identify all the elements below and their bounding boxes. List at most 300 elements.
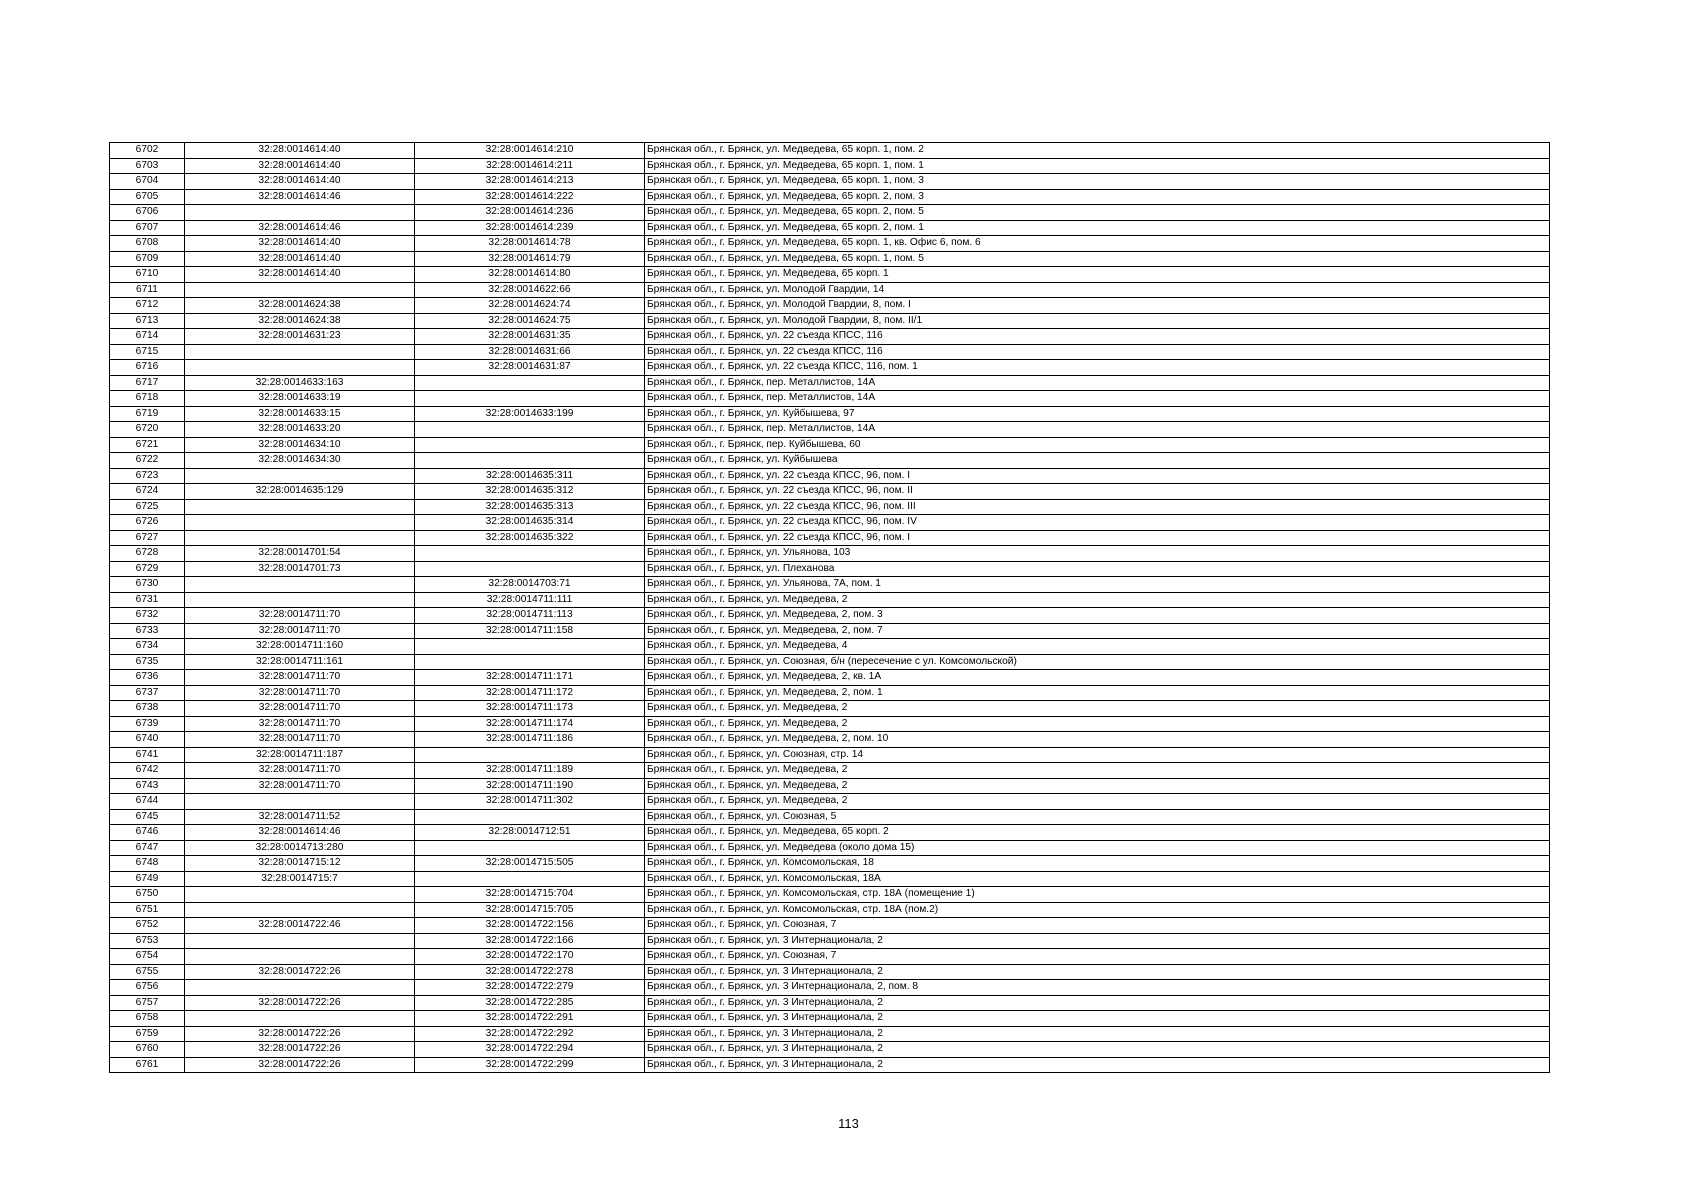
row-number-cell: 6707 — [110, 220, 185, 236]
address-cell: Брянская обл., г. Брянск, ул. Медведева, 2, пом. 3 — [645, 608, 1550, 624]
table-row — [110, 840, 1550, 856]
row-number-cell: 6735 — [110, 654, 185, 670]
object-cadastral-number-cell: 32:28:0014711:174 — [415, 716, 645, 732]
row-number-cell: 6758 — [110, 1011, 185, 1027]
parent-cadastral-number-cell: 32:28:0014711:161 — [185, 654, 415, 670]
parent-cadastral-number-cell: 32:28:0014635:129 — [185, 484, 415, 500]
table-row — [110, 546, 1550, 562]
parent-cadastral-number-cell — [185, 577, 415, 593]
parent-cadastral-number-cell — [185, 282, 415, 298]
parent-cadastral-number-cell: 32:28:0014711:187 — [185, 747, 415, 763]
table-row — [110, 422, 1550, 438]
row-number-cell: 6710 — [110, 267, 185, 283]
parent-cadastral-number-cell: 32:28:0014614:40 — [185, 174, 415, 190]
row-number-cell: 6751 — [110, 902, 185, 918]
table-row — [110, 980, 1550, 996]
row-number-cell: 6705 — [110, 189, 185, 205]
parent-cadastral-number-cell — [185, 205, 415, 221]
table-row — [110, 825, 1550, 841]
address-cell: Брянская обл., г. Брянск, ул. 22 съезда КПСС, 116 — [645, 329, 1550, 345]
parent-cadastral-number-cell: 32:28:0014722:26 — [185, 1026, 415, 1042]
object-cadastral-number-cell: 32:28:0014635:311 — [415, 468, 645, 484]
row-number-cell: 6757 — [110, 995, 185, 1011]
address-cell: Брянская обл., г. Брянск, ул. Куйбышева, 97 — [645, 406, 1550, 422]
object-cadastral-number-cell — [415, 391, 645, 407]
table-row — [110, 344, 1550, 360]
table-row — [110, 732, 1550, 748]
address-cell: Брянская обл., г. Брянск, ул. Медведева, 65 корп. 2 — [645, 825, 1550, 841]
table-row — [110, 267, 1550, 283]
parent-cadastral-number-cell: 32:28:0014711:70 — [185, 763, 415, 779]
row-number-cell: 6745 — [110, 809, 185, 825]
address-cell: Брянская обл., г. Брянск, ул. Медведева, 65 корп. 1 — [645, 267, 1550, 283]
parent-cadastral-number-cell — [185, 468, 415, 484]
row-number-cell: 6736 — [110, 670, 185, 686]
object-cadastral-number-cell: 32:28:0014715:704 — [415, 887, 645, 903]
row-number-cell: 6725 — [110, 499, 185, 515]
table-row — [110, 236, 1550, 252]
row-number-cell: 6703 — [110, 158, 185, 174]
parent-cadastral-number-cell: 32:28:0014634:30 — [185, 453, 415, 469]
parent-cadastral-number-cell: 32:28:0014614:40 — [185, 236, 415, 252]
object-cadastral-number-cell: 32:28:0014722:279 — [415, 980, 645, 996]
table-row — [110, 623, 1550, 639]
object-cadastral-number-cell: 32:28:0014631:35 — [415, 329, 645, 345]
table-row — [110, 964, 1550, 980]
object-cadastral-number-cell: 32:28:0014614:239 — [415, 220, 645, 236]
address-cell: Брянская обл., г. Брянск, ул. Медведева, 2 — [645, 763, 1550, 779]
parent-cadastral-number-cell: 32:28:0014634:10 — [185, 437, 415, 453]
address-cell: Брянская обл., г. Брянск, ул. Медведева, 2 — [645, 778, 1550, 794]
object-cadastral-number-cell: 32:28:0014624:74 — [415, 298, 645, 314]
row-number-cell: 6730 — [110, 577, 185, 593]
address-cell: Брянская обл., г. Брянск, ул. Медведева, 2, кв. 1А — [645, 670, 1550, 686]
row-number-cell: 6712 — [110, 298, 185, 314]
object-cadastral-number-cell — [415, 871, 645, 887]
address-cell: Брянская обл., г. Брянск, ул. 3 Интернационала, 2 — [645, 964, 1550, 980]
table-row — [110, 856, 1550, 872]
address-cell: Брянская обл., г. Брянск, ул. Медведева, 65 корп. 2, пом. 5 — [645, 205, 1550, 221]
parent-cadastral-number-cell: 32:28:0014713:280 — [185, 840, 415, 856]
address-cell: Брянская обл., г. Брянск, ул. Медведева, 2, пом. 7 — [645, 623, 1550, 639]
parent-cadastral-number-cell: 32:28:0014614:46 — [185, 189, 415, 205]
parent-cadastral-number-cell: 32:28:0014624:38 — [185, 313, 415, 329]
object-cadastral-number-cell: 32:28:0014631:66 — [415, 344, 645, 360]
parent-cadastral-number-cell: 32:28:0014711:70 — [185, 716, 415, 732]
row-number-cell: 6726 — [110, 515, 185, 531]
parent-cadastral-number-cell: 32:28:0014715:12 — [185, 856, 415, 872]
row-number-cell: 6709 — [110, 251, 185, 267]
row-number-cell: 6715 — [110, 344, 185, 360]
row-number-cell: 6737 — [110, 685, 185, 701]
object-cadastral-number-cell — [415, 453, 645, 469]
parent-cadastral-number-cell: 32:28:0014711:70 — [185, 608, 415, 624]
object-cadastral-number-cell: 32:28:0014711:111 — [415, 592, 645, 608]
address-cell: Брянская обл., г. Брянск, ул. Медведева, 65 корп. 1, пом. 1 — [645, 158, 1550, 174]
table-row — [110, 515, 1550, 531]
row-number-cell: 6759 — [110, 1026, 185, 1042]
row-number-cell: 6718 — [110, 391, 185, 407]
parent-cadastral-number-cell: 32:28:0014614:46 — [185, 220, 415, 236]
parent-cadastral-number-cell: 32:28:0014614:40 — [185, 158, 415, 174]
parent-cadastral-number-cell: 32:28:0014633:19 — [185, 391, 415, 407]
table-row — [110, 794, 1550, 810]
object-cadastral-number-cell: 32:28:0014614:236 — [415, 205, 645, 221]
row-number-cell: 6731 — [110, 592, 185, 608]
parent-cadastral-number-cell — [185, 592, 415, 608]
address-cell: Брянская обл., г. Брянск, ул. 22 съезда КПСС, 96, пом. II — [645, 484, 1550, 500]
table-row — [110, 298, 1550, 314]
table-row — [110, 406, 1550, 422]
table-row — [110, 902, 1550, 918]
address-cell: Брянская обл., г. Брянск, ул. Медведева, 65 корп. 1, пом. 2 — [645, 143, 1550, 159]
object-cadastral-number-cell: 32:28:0014715:705 — [415, 902, 645, 918]
object-cadastral-number-cell: 32:28:0014722:170 — [415, 949, 645, 965]
object-cadastral-number-cell: 32:28:0014711:158 — [415, 623, 645, 639]
address-cell: Брянская обл., г. Брянск, ул. Медведева, 65 корп. 2, пом. 1 — [645, 220, 1550, 236]
table-row — [110, 701, 1550, 717]
parent-cadastral-number-cell: 32:28:0014711:70 — [185, 701, 415, 717]
table-row — [110, 685, 1550, 701]
address-cell: Брянская обл., г. Брянск, ул. Молодой Гвардии, 8, пом. I — [645, 298, 1550, 314]
address-cell: Брянская обл., г. Брянск, ул. 22 съезда КПСС, 96, пом. III — [645, 499, 1550, 515]
registry-table — [109, 142, 1550, 1073]
address-cell: Брянская обл., г. Брянск, ул. 3 Интернационала, 2 — [645, 933, 1550, 949]
address-cell: Брянская обл., г. Брянск, ул. Медведева, 2, пом. 10 — [645, 732, 1550, 748]
address-cell: Брянская обл., г. Брянск, ул. Куйбышева — [645, 453, 1550, 469]
object-cadastral-number-cell: 32:28:0014711:186 — [415, 732, 645, 748]
table-row — [110, 1042, 1550, 1058]
parent-cadastral-number-cell: 32:28:0014614:40 — [185, 267, 415, 283]
table-row — [110, 918, 1550, 934]
table-row — [110, 716, 1550, 732]
object-cadastral-number-cell — [415, 747, 645, 763]
object-cadastral-number-cell: 32:28:0014715:505 — [415, 856, 645, 872]
table-row — [110, 499, 1550, 515]
row-number-cell: 6734 — [110, 639, 185, 655]
row-number-cell: 6738 — [110, 701, 185, 717]
object-cadastral-number-cell: 32:28:0014722:292 — [415, 1026, 645, 1042]
table-row — [110, 577, 1550, 593]
row-number-cell: 6746 — [110, 825, 185, 841]
address-cell: Брянская обл., г. Брянск, ул. Медведева, 2, пом. 1 — [645, 685, 1550, 701]
object-cadastral-number-cell — [415, 375, 645, 391]
address-cell: Брянская обл., г. Брянск, ул. 22 съезда КПСС, 116, пом. 1 — [645, 360, 1550, 376]
object-cadastral-number-cell: 32:28:0014711:113 — [415, 608, 645, 624]
row-number-cell: 6755 — [110, 964, 185, 980]
address-cell: Брянская обл., г. Брянск, ул. Плеханова — [645, 561, 1550, 577]
address-cell: Брянская обл., г. Брянск, ул. Медведева, 65 корп. 2, пом. 3 — [645, 189, 1550, 205]
row-number-cell: 6702 — [110, 143, 185, 159]
object-cadastral-number-cell: 32:28:0014635:322 — [415, 530, 645, 546]
parent-cadastral-number-cell: 32:28:0014715:7 — [185, 871, 415, 887]
table-row — [110, 313, 1550, 329]
address-cell: Брянская обл., г. Брянск, ул. Комсомольская, 18А — [645, 871, 1550, 887]
object-cadastral-number-cell: 32:28:0014722:285 — [415, 995, 645, 1011]
object-cadastral-number-cell — [415, 654, 645, 670]
parent-cadastral-number-cell: 32:28:0014711:70 — [185, 732, 415, 748]
parent-cadastral-number-cell: 32:28:0014711:160 — [185, 639, 415, 655]
table-row — [110, 282, 1550, 298]
table-row — [110, 592, 1550, 608]
parent-cadastral-number-cell — [185, 902, 415, 918]
address-cell: Брянская обл., г. Брянск, ул. Союзная, 7 — [645, 918, 1550, 934]
row-number-cell: 6741 — [110, 747, 185, 763]
row-number-cell: 6728 — [110, 546, 185, 562]
parent-cadastral-number-cell: 32:28:0014614:40 — [185, 143, 415, 159]
table-row — [110, 561, 1550, 577]
parent-cadastral-number-cell: 32:28:0014722:26 — [185, 964, 415, 980]
object-cadastral-number-cell: 32:28:0014703:71 — [415, 577, 645, 593]
address-cell: Брянская обл., г. Брянск, ул. 22 съезда КПСС, 96, пом. I — [645, 530, 1550, 546]
object-cadastral-number-cell: 32:28:0014711:190 — [415, 778, 645, 794]
object-cadastral-number-cell: 32:28:0014722:156 — [415, 918, 645, 934]
parent-cadastral-number-cell: 32:28:0014711:52 — [185, 809, 415, 825]
table-row — [110, 654, 1550, 670]
parent-cadastral-number-cell — [185, 515, 415, 531]
parent-cadastral-number-cell: 32:28:0014711:70 — [185, 670, 415, 686]
row-number-cell: 6747 — [110, 840, 185, 856]
parent-cadastral-number-cell: 32:28:0014624:38 — [185, 298, 415, 314]
parent-cadastral-number-cell: 32:28:0014722:26 — [185, 995, 415, 1011]
parent-cadastral-number-cell — [185, 949, 415, 965]
table-row — [110, 437, 1550, 453]
address-cell: Брянская обл., г. Брянск, ул. 22 съезда КПСС, 96, пом. I — [645, 468, 1550, 484]
table-row — [110, 391, 1550, 407]
row-number-cell: 6717 — [110, 375, 185, 391]
table-row — [110, 670, 1550, 686]
address-cell: Брянская обл., г. Брянск, пер. Металлистов, 14А — [645, 375, 1550, 391]
address-cell: Брянская обл., г. Брянск, ул. 3 Интернационала, 2 — [645, 1042, 1550, 1058]
object-cadastral-number-cell: 32:28:0014635:314 — [415, 515, 645, 531]
table-row — [110, 205, 1550, 221]
table-row — [110, 1057, 1550, 1073]
address-cell: Брянская обл., г. Брянск, ул. 22 съезда КПСС, 96, пом. IV — [645, 515, 1550, 531]
parent-cadastral-number-cell — [185, 980, 415, 996]
row-number-cell: 6727 — [110, 530, 185, 546]
table-row — [110, 763, 1550, 779]
object-cadastral-number-cell: 32:28:0014631:87 — [415, 360, 645, 376]
address-cell: Брянская обл., г. Брянск, ул. Медведева, 2 — [645, 716, 1550, 732]
object-cadastral-number-cell: 32:28:0014722:299 — [415, 1057, 645, 1073]
row-number-cell: 6708 — [110, 236, 185, 252]
row-number-cell: 6733 — [110, 623, 185, 639]
table-row — [110, 871, 1550, 887]
row-number-cell: 6721 — [110, 437, 185, 453]
parent-cadastral-number-cell — [185, 1011, 415, 1027]
object-cadastral-number-cell: 32:28:0014722:278 — [415, 964, 645, 980]
address-cell: Брянская обл., г. Брянск, пер. Металлистов, 14А — [645, 422, 1550, 438]
parent-cadastral-number-cell: 32:28:0014614:46 — [185, 825, 415, 841]
parent-cadastral-number-cell: 32:28:0014722:26 — [185, 1042, 415, 1058]
row-number-cell: 6723 — [110, 468, 185, 484]
table-row — [110, 639, 1550, 655]
row-number-cell: 6744 — [110, 794, 185, 810]
object-cadastral-number-cell — [415, 639, 645, 655]
parent-cadastral-number-cell: 32:28:0014631:23 — [185, 329, 415, 345]
table-row — [110, 887, 1550, 903]
parent-cadastral-number-cell: 32:28:0014711:70 — [185, 685, 415, 701]
table-row — [110, 995, 1550, 1011]
object-cadastral-number-cell: 32:28:0014614:211 — [415, 158, 645, 174]
row-number-cell: 6719 — [110, 406, 185, 422]
row-number-cell: 6742 — [110, 763, 185, 779]
object-cadastral-number-cell — [415, 437, 645, 453]
address-cell: Брянская обл., г. Брянск, ул. Союзная, стр. 14 — [645, 747, 1550, 763]
object-cadastral-number-cell — [415, 809, 645, 825]
address-cell: Брянская обл., г. Брянск, ул. 3 Интернационала, 2 — [645, 1026, 1550, 1042]
row-number-cell: 6713 — [110, 313, 185, 329]
object-cadastral-number-cell — [415, 422, 645, 438]
object-cadastral-number-cell: 32:28:0014614:210 — [415, 143, 645, 159]
table-row — [110, 1026, 1550, 1042]
table-row — [110, 778, 1550, 794]
table-row — [110, 949, 1550, 965]
address-cell: Брянская обл., г. Брянск, ул. Комсомольская, стр. 18А (помещение 1) — [645, 887, 1550, 903]
parent-cadastral-number-cell — [185, 344, 415, 360]
parent-cadastral-number-cell — [185, 933, 415, 949]
object-cadastral-number-cell: 32:28:0014614:79 — [415, 251, 645, 267]
parent-cadastral-number-cell: 32:28:0014701:54 — [185, 546, 415, 562]
address-cell: Брянская обл., г. Брянск, ул. Медведева, 2 — [645, 701, 1550, 717]
address-cell: Брянская обл., г. Брянск, ул. Медведева, 65 корп. 1, пом. 5 — [645, 251, 1550, 267]
row-number-cell: 6761 — [110, 1057, 185, 1073]
address-cell: Брянская обл., г. Брянск, ул. Ульянова, 7А, пом. 1 — [645, 577, 1550, 593]
table-row — [110, 484, 1550, 500]
object-cadastral-number-cell: 32:28:0014711:172 — [415, 685, 645, 701]
object-cadastral-number-cell: 32:28:0014711:189 — [415, 763, 645, 779]
row-number-cell: 6704 — [110, 174, 185, 190]
parent-cadastral-number-cell — [185, 530, 415, 546]
parent-cadastral-number-cell: 32:28:0014711:70 — [185, 778, 415, 794]
address-cell: Брянская обл., г. Брянск, ул. Медведева, 2 — [645, 592, 1550, 608]
table-row — [110, 809, 1550, 825]
parent-cadastral-number-cell — [185, 887, 415, 903]
object-cadastral-number-cell: 32:28:0014712:51 — [415, 825, 645, 841]
object-cadastral-number-cell: 32:28:0014614:222 — [415, 189, 645, 205]
parent-cadastral-number-cell — [185, 360, 415, 376]
parent-cadastral-number-cell — [185, 794, 415, 810]
address-cell: Брянская обл., г. Брянск, пер. Металлистов, 14А — [645, 391, 1550, 407]
address-cell: Брянская обл., г. Брянск, ул. Медведева, 2 — [645, 794, 1550, 810]
parent-cadastral-number-cell: 32:28:0014711:70 — [185, 623, 415, 639]
parent-cadastral-number-cell — [185, 499, 415, 515]
row-number-cell: 6729 — [110, 561, 185, 577]
table-row — [110, 530, 1550, 546]
row-number-cell: 6722 — [110, 453, 185, 469]
table-row — [110, 747, 1550, 763]
row-number-cell: 6716 — [110, 360, 185, 376]
address-cell: Брянская обл., г. Брянск, ул. Медведева (около дома 15) — [645, 840, 1550, 856]
row-number-cell: 6748 — [110, 856, 185, 872]
row-number-cell: 6714 — [110, 329, 185, 345]
object-cadastral-number-cell — [415, 546, 645, 562]
address-cell: Брянская обл., г. Брянск, ул. 3 Интернационала, 2 — [645, 995, 1550, 1011]
object-cadastral-number-cell: 32:28:0014622:66 — [415, 282, 645, 298]
object-cadastral-number-cell: 32:28:0014722:291 — [415, 1011, 645, 1027]
row-number-cell: 6760 — [110, 1042, 185, 1058]
row-number-cell: 6750 — [110, 887, 185, 903]
row-number-cell: 6756 — [110, 980, 185, 996]
parent-cadastral-number-cell: 32:28:0014633:20 — [185, 422, 415, 438]
parent-cadastral-number-cell: 32:28:0014722:26 — [185, 1057, 415, 1073]
parent-cadastral-number-cell: 32:28:0014701:73 — [185, 561, 415, 577]
parent-cadastral-number-cell: 32:28:0014722:46 — [185, 918, 415, 934]
address-cell: Брянская обл., г. Брянск, ул. 3 Интернационала, 2 — [645, 1057, 1550, 1073]
table-row — [110, 220, 1550, 236]
object-cadastral-number-cell: 32:28:0014722:294 — [415, 1042, 645, 1058]
table-row — [110, 158, 1550, 174]
object-cadastral-number-cell: 32:28:0014614:213 — [415, 174, 645, 190]
row-number-cell: 6752 — [110, 918, 185, 934]
row-number-cell: 6711 — [110, 282, 185, 298]
row-number-cell: 6706 — [110, 205, 185, 221]
row-number-cell: 6740 — [110, 732, 185, 748]
address-cell: Брянская обл., г. Брянск, ул. 3 Интернационала, 2, пом. 8 — [645, 980, 1550, 996]
row-number-cell: 6720 — [110, 422, 185, 438]
object-cadastral-number-cell — [415, 561, 645, 577]
address-cell: Брянская обл., г. Брянск, ул. 22 съезда КПСС, 116 — [645, 344, 1550, 360]
object-cadastral-number-cell: 32:28:0014614:78 — [415, 236, 645, 252]
table-row — [110, 1011, 1550, 1027]
object-cadastral-number-cell: 32:28:0014711:171 — [415, 670, 645, 686]
parent-cadastral-number-cell: 32:28:0014633:163 — [185, 375, 415, 391]
table-row — [110, 608, 1550, 624]
address-cell: Брянская обл., г. Брянск, пер. Куйбышева, 60 — [645, 437, 1550, 453]
address-cell: Брянская обл., г. Брянск, ул. Ульянова, 103 — [645, 546, 1550, 562]
page-number: 113 — [838, 1116, 859, 1131]
object-cadastral-number-cell: 32:28:0014711:173 — [415, 701, 645, 717]
row-number-cell: 6732 — [110, 608, 185, 624]
table-row — [110, 468, 1550, 484]
object-cadastral-number-cell: 32:28:0014635:313 — [415, 499, 645, 515]
object-cadastral-number-cell: 32:28:0014722:166 — [415, 933, 645, 949]
table-row — [110, 453, 1550, 469]
object-cadastral-number-cell: 32:28:0014635:312 — [415, 484, 645, 500]
address-cell: Брянская обл., г. Брянск, ул. Комсомольская, стр. 18А (пом.2) — [645, 902, 1550, 918]
row-number-cell: 6754 — [110, 949, 185, 965]
table-row — [110, 143, 1550, 159]
object-cadastral-number-cell: 32:28:0014633:199 — [415, 406, 645, 422]
row-number-cell: 6739 — [110, 716, 185, 732]
row-number-cell: 6753 — [110, 933, 185, 949]
address-cell: Брянская обл., г. Брянск, ул. Молодой Гвардии, 8, пом. II/1 — [645, 313, 1550, 329]
object-cadastral-number-cell: 32:28:0014711:302 — [415, 794, 645, 810]
object-cadastral-number-cell: 32:28:0014614:80 — [415, 267, 645, 283]
row-number-cell: 6743 — [110, 778, 185, 794]
registry-table-body — [110, 143, 1550, 1073]
address-cell: Брянская обл., г. Брянск, ул. Медведева, 65 корп. 1, кв. Офис 6, пом. 6 — [645, 236, 1550, 252]
address-cell: Брянская обл., г. Брянск, ул. Комсомольская, 18 — [645, 856, 1550, 872]
address-cell: Брянская обл., г. Брянск, ул. Союзная, 5 — [645, 809, 1550, 825]
table-row — [110, 189, 1550, 205]
address-cell: Брянская обл., г. Брянск, ул. Медведева, 4 — [645, 639, 1550, 655]
parent-cadastral-number-cell: 32:28:0014614:40 — [185, 251, 415, 267]
parent-cadastral-number-cell: 32:28:0014633:15 — [185, 406, 415, 422]
table-row — [110, 329, 1550, 345]
table-row — [110, 375, 1550, 391]
table-row — [110, 933, 1550, 949]
table-row — [110, 360, 1550, 376]
row-number-cell: 6749 — [110, 871, 185, 887]
row-number-cell: 6724 — [110, 484, 185, 500]
address-cell: Брянская обл., г. Брянск, ул. 3 Интернационала, 2 — [645, 1011, 1550, 1027]
address-cell: Брянская обл., г. Брянск, ул. Медведева, 65 корп. 1, пом. 3 — [645, 174, 1550, 190]
address-cell: Брянская обл., г. Брянск, ул. Молодой Гвардии, 14 — [645, 282, 1550, 298]
address-cell: Брянская обл., г. Брянск, ул. Союзная, б/н (пересечение с ул. Комсомольской) — [645, 654, 1550, 670]
table-row — [110, 174, 1550, 190]
object-cadastral-number-cell: 32:28:0014624:75 — [415, 313, 645, 329]
